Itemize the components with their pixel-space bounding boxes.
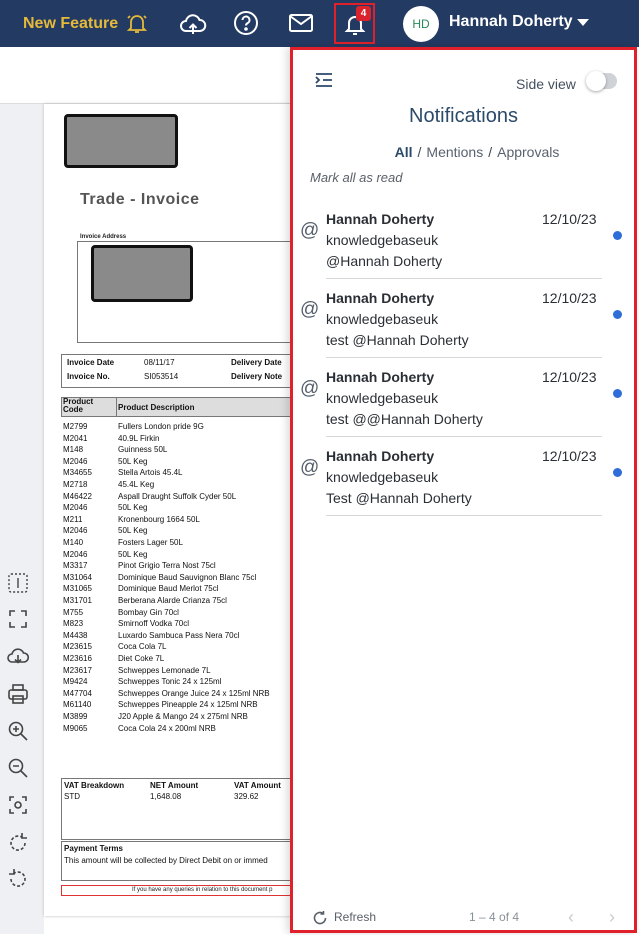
product-code: M2046 <box>63 549 88 559</box>
product-code: M34655 <box>63 468 92 478</box>
notification-sender: Hannah Doherty <box>326 448 435 464</box>
product-description: 40.9L Firkin <box>118 433 160 443</box>
product-code: M23615 <box>63 642 92 652</box>
product-description: Schweppes Pineapple 24 x 125ml NRB <box>118 700 258 710</box>
notification-sender: Hannah Doherty <box>326 211 435 227</box>
rotate-clockwise-icon[interactable] <box>6 831 30 855</box>
notification-date: 12/10/23 <box>542 369 597 385</box>
product-code: M23616 <box>63 654 92 663</box>
notification-item[interactable] <box>300 437 630 516</box>
invoice-title: Trade - Invoice <box>80 191 200 208</box>
filter-separator: / <box>488 144 493 160</box>
notification-count-badge: 4 <box>356 6 371 21</box>
notification-filters <box>293 144 639 160</box>
product-description: Fosters Lager 50L <box>118 538 183 547</box>
mention-icon: @ <box>300 457 320 478</box>
product-description: 50L Keg <box>118 456 148 466</box>
notification-sender: Hannah Doherty <box>326 369 435 385</box>
product-code: M31701 <box>63 596 92 605</box>
product-code: M47704 <box>63 688 92 698</box>
product-description: Aspall Draught Suffolk Cyder 50L <box>118 491 237 501</box>
product-description: Diet Coke 7L <box>118 654 165 663</box>
product-description: Luxardo Sambuca Pass Nera 70cl <box>118 630 240 640</box>
ocr-scan-icon[interactable] <box>6 793 30 817</box>
panel-title: Notifications <box>409 105 518 127</box>
filter-mentions[interactable]: Mentions <box>426 144 484 160</box>
invoice-date-label: Invoice Date <box>67 358 115 367</box>
new-feature-link[interactable]: New Feature <box>23 15 119 32</box>
notification-message: @Hannah Doherty <box>326 253 443 269</box>
product-code: M46422 <box>63 491 92 501</box>
invoice-no-label: Invoice No. <box>67 372 110 381</box>
product-code: M3899 <box>63 712 88 721</box>
unread-indicator <box>613 231 622 240</box>
avatar[interactable]: HD <box>403 6 439 42</box>
product-code: M2041 <box>63 433 88 443</box>
product-code: M4438 <box>63 630 88 640</box>
product-description: Smirnoff Vodka 70cl <box>118 619 190 629</box>
redacted-address <box>91 245 193 302</box>
product-description: 50L Keg <box>118 549 148 559</box>
unread-indicator <box>613 310 622 319</box>
side-view-toggle[interactable] <box>587 73 617 89</box>
invoice-address-label: Invoice Address <box>80 234 127 240</box>
product-code: M61140 <box>63 700 92 710</box>
product-description: Guinness 50L <box>118 445 168 455</box>
product-row <box>63 631 239 640</box>
net-amount-label: NET Amount <box>150 781 199 790</box>
product-description: 45.4L Keg <box>118 480 155 489</box>
product-row <box>63 619 189 628</box>
product-description: Stella Artois 45.4L <box>118 468 183 478</box>
product-row <box>63 666 211 675</box>
product-description: Pinot Grigio Terra Nost 75cl <box>118 561 216 571</box>
product-row <box>63 526 148 535</box>
product-code: M3317 <box>63 561 88 571</box>
product-description-header: Product Description <box>118 403 195 412</box>
product-description: Berberana Alarde Crianza 75cl <box>118 596 227 605</box>
refresh-icon <box>312 910 328 926</box>
user-menu-chevron-down-icon[interactable] <box>577 19 589 26</box>
notification-date: 12/10/23 <box>542 290 597 306</box>
header-divider <box>116 397 117 417</box>
product-code: M2046 <box>63 503 88 513</box>
notification-message: test @@Hannah Doherty <box>326 411 483 427</box>
product-row <box>63 503 148 512</box>
filter-separator: / <box>417 144 422 160</box>
product-row <box>63 445 167 454</box>
product-description: Kronenbourg 1664 50L <box>118 514 200 524</box>
notification-message: Test @Hannah Doherty <box>326 490 472 506</box>
product-code: M31065 <box>63 584 92 594</box>
product-row <box>63 689 270 698</box>
product-code: M211 <box>63 514 83 524</box>
product-code: M2799 <box>63 422 88 431</box>
filter-approvals[interactable]: Approvals <box>497 144 560 160</box>
product-row <box>63 677 221 686</box>
vat-breakdown-label: VAT Breakdown <box>64 781 125 790</box>
filter-all[interactable]: All <box>394 144 413 160</box>
notification-source: knowledgebaseuk <box>326 311 439 327</box>
invoice-date-value: 08/11/17 <box>144 358 175 367</box>
vat-amount-value: 329.62 <box>234 792 259 801</box>
rotate-counterclockwise-icon[interactable] <box>6 867 30 891</box>
vat-code: STD <box>64 792 80 801</box>
invoice-page <box>44 104 304 916</box>
product-description: Coca Cola 7L <box>118 642 167 652</box>
notification-item[interactable] <box>300 279 630 358</box>
product-code: M23617 <box>63 665 92 675</box>
product-row <box>63 608 179 617</box>
product-row <box>63 480 154 489</box>
product-code: M9424 <box>63 677 88 687</box>
notification-message: test @Hannah Doherty <box>326 332 469 348</box>
product-row <box>63 550 148 559</box>
product-row <box>63 654 164 663</box>
mark-all-read-button[interactable]: Mark all as read <box>310 170 403 185</box>
product-description: Schweppes Tonic 24 x 125ml <box>118 677 222 687</box>
delivery-note-label: Delivery Note <box>231 372 283 381</box>
product-code-header: Product Code <box>63 397 94 414</box>
product-description: Coca Cola 24 x 200ml NRB <box>118 723 216 733</box>
product-row <box>63 457 148 466</box>
net-amount-value: 1,648.08 <box>150 792 182 801</box>
fit-page-icon[interactable] <box>6 607 30 631</box>
mail-icon[interactable] <box>287 9 315 42</box>
cloud-download-icon[interactable] <box>6 644 30 668</box>
notification-date: 12/10/23 <box>542 211 597 227</box>
document-viewer <box>0 50 292 935</box>
mention-icon: @ <box>300 378 320 399</box>
cloud-upload-icon[interactable] <box>178 9 208 44</box>
notification-item[interactable] <box>300 200 630 279</box>
product-row <box>63 434 160 443</box>
divider <box>326 515 602 516</box>
vat-amount-label: VAT Amount <box>234 781 281 790</box>
product-description: Dominique Baud Merlot 75cl <box>118 584 219 594</box>
help-icon[interactable] <box>232 9 260 42</box>
product-row <box>63 700 258 709</box>
product-row <box>63 561 216 570</box>
new-feature-bell-icon[interactable] <box>125 11 149 40</box>
unread-indicator <box>613 389 622 398</box>
unread-indicator <box>613 468 622 477</box>
notification-source: knowledgebaseuk <box>326 232 439 248</box>
notification-date: 12/10/23 <box>542 448 597 464</box>
product-description: J20 Apple & Mango 24 x 275ml NRB <box>118 712 248 721</box>
product-code: M823 <box>63 619 84 629</box>
notifications-panel <box>290 47 637 933</box>
payment-terms-text: This amount will be collected by Direct Debit on or immed <box>64 856 268 865</box>
delivery-date-label: Delivery Date <box>231 358 282 367</box>
refresh-button[interactable] <box>312 910 376 926</box>
invoice-no-value: SI053514 <box>144 372 179 381</box>
redacted-logo <box>64 114 178 168</box>
notification-source: knowledgebaseuk <box>326 469 439 485</box>
mention-icon: @ <box>300 220 320 241</box>
notification-sender: Hannah Doherty <box>326 290 435 306</box>
next-page-button[interactable]: › <box>609 907 615 927</box>
product-row <box>63 538 183 547</box>
top-bar <box>0 0 639 47</box>
product-description: Schweppes Lemonade 7L <box>118 665 211 675</box>
product-row <box>63 468 182 477</box>
refresh-label: Refresh <box>334 910 377 925</box>
product-description: 50L Keg <box>118 526 148 536</box>
pagination-range: 1 – 4 of 4 <box>469 910 520 924</box>
text-select-icon[interactable] <box>6 571 30 595</box>
product-code: M755 <box>63 607 84 617</box>
product-code: M148 <box>63 445 84 455</box>
product-row <box>63 596 227 605</box>
product-code: M31064 <box>63 572 92 582</box>
user-name[interactable]: Hannah Doherty <box>449 13 573 30</box>
print-icon[interactable] <box>6 682 30 706</box>
product-description: Fullers London pride 9G <box>118 422 204 431</box>
notification-item[interactable] <box>300 358 630 437</box>
product-row <box>63 724 216 733</box>
notification-source: knowledgebaseuk <box>326 390 439 406</box>
product-code: M2046 <box>63 456 88 466</box>
product-row <box>63 642 166 651</box>
zoom-in-icon[interactable] <box>6 719 30 743</box>
product-row <box>63 712 248 721</box>
product-description: Bombay Gin 70cl <box>118 607 179 617</box>
product-row <box>63 492 236 501</box>
collapse-panel-icon[interactable] <box>315 72 333 93</box>
product-row <box>63 573 256 582</box>
product-code: M140 <box>63 538 84 547</box>
mention-icon: @ <box>300 299 320 320</box>
payment-terms-label: Payment Terms <box>64 844 123 853</box>
product-row <box>63 584 219 593</box>
product-description: Dominique Baud Sauvignon Blanc 75cl <box>118 572 257 582</box>
side-view-label: Side view <box>516 76 576 92</box>
product-description: 50L Keg <box>118 503 148 513</box>
product-row <box>63 515 200 524</box>
queries-text: If you have any queries in relation to this document p <box>132 887 273 893</box>
previous-page-button[interactable]: ‹ <box>568 907 574 927</box>
zoom-out-icon[interactable] <box>6 756 30 780</box>
product-code: M2718 <box>63 480 88 489</box>
product-code: M9065 <box>63 723 88 733</box>
product-code: M2046 <box>63 526 88 536</box>
product-row <box>63 422 204 431</box>
product-description: Schweppes Orange Juice 24 x 125ml NRB <box>118 688 270 698</box>
